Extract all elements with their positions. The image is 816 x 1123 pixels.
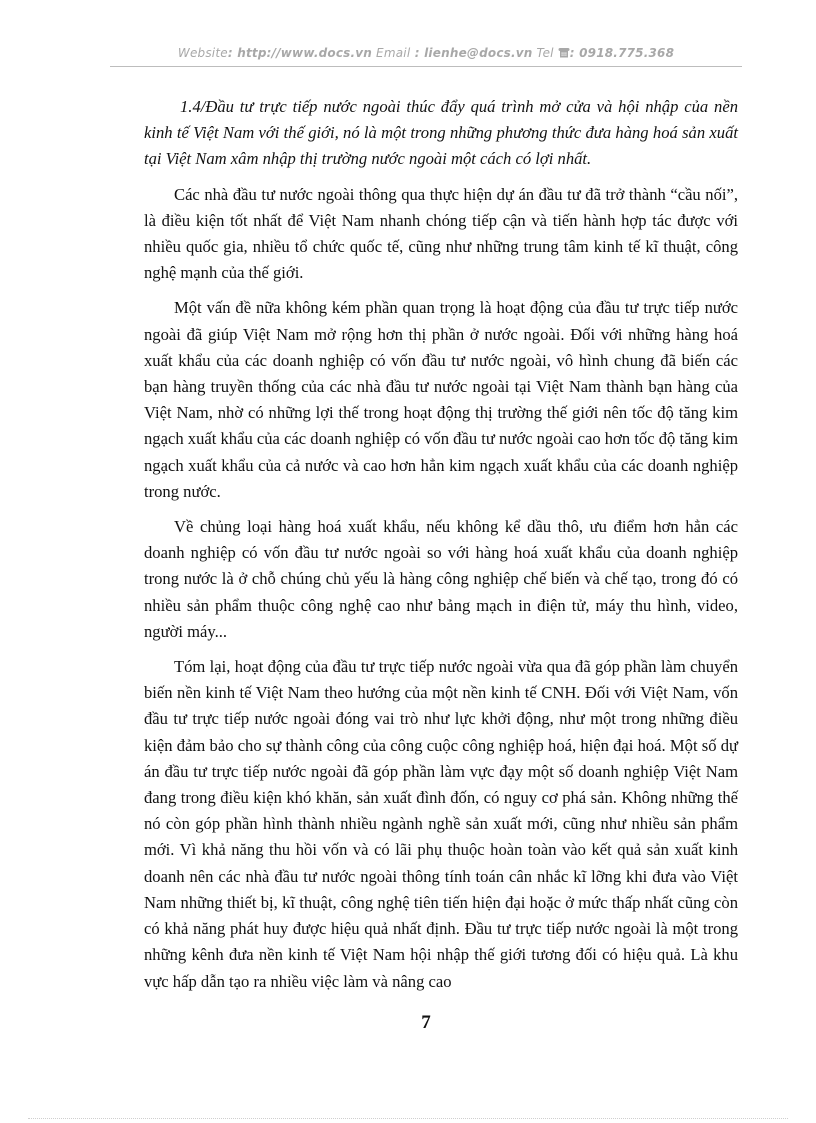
page-header: [110, 46, 742, 61]
website-url: : http://www.docs.vn: [227, 46, 373, 60]
body-paragraph: Tóm lại, hoạt động của đầu tư trực tiếp nước ngoài vừa qua đã góp phần làm chuyển biến nền kinh tế Việt Nam theo hướng của một nền kinh tế CNH. Đối với Việt Nam, vốn đầu tư trực tiếp nước ngoài đóng vai trò như lực khởi động, như một trong những điều kiện đảm bảo cho sự thành công của công cuộc công nghiệp hoá, hiện đại hoá. Một số dự án đầu tư trực tiếp nước ngoài đã góp phần làm vực đạy một số doanh nghiệp Việt Nam đang trong điều kiện khó khăn, sản xuất đình đốn, có nguy cơ phá sản. Không những thế nó còn góp phần hình thành nhiều ngành nghề sản xuất mới, cũng như nhiều sản phẩm mới. Vì khả năng thu hồi vốn và có lãi phụ thuộc hoàn toàn vào kết quả sản xuất kinh doanh nên các nhà đầu tư nước ngoài thông tính toán cân nhắc kĩ lỡng khi đưa vào Việt Nam những thiết bị, kĩ thuật, công nghệ tiên tiến hiện đại hoặc ở mức thấp nhất cũng còn có khả năng phát huy được hiệu quả nhất định. Đầu tư trực tiếp nước ngoài là một trong những kênh đưa nền kinh tế Việt Nam hội nhập thế giới tương đối có hiệu quả. Là khu vực hấp dẫn tạo ra nhiều việc làm và nâng cao: [144, 657, 738, 991]
website-label: Website: [177, 46, 228, 60]
tel-label: Tel: [532, 46, 554, 60]
document-body: [144, 94, 738, 1004]
intro-paragraph: 1.4/Đầu tư trực tiếp nước ngoài thúc đẩy quá trình mở cửa và hội nhập của nền kinh tế Việt Nam với thế giới, nó là một trong những phương thức đưa hàng hoá sản xuất tại Việt Nam xâm nhập thị trường nước ngoài một cách có lợi nhất.: [144, 97, 738, 169]
email-label: Email: [372, 46, 411, 60]
email-address: : lienhe@docs.vn: [410, 46, 533, 60]
body-paragraph: Một vấn đề nữa không kém phần quan trọng là hoạt động của đầu tư trực tiếp nước ngoài đã giúp Việt Nam mở rộng hơn thị phần ở nước ngoài. Đối với những hàng hoá xuất khẩu của các doanh nghiệp có vốn đầu tư nước ngoài, vô hình chung đã biến các bạn hàng truyền thống của các nhà đầu tư nước ngoài tại Việt Nam thành bạn hàng của Việt Nam, nhờ có những lợi thế trong hoạt động thị trường thế giới nên tốc độ tăng kim ngạch xuất khẩu của các doanh nghiệp có vốn đầu tư nước ngoài cao hơn tốc độ tăng kim ngạch xuất khẩu của cả nước và cao hơn hẳn kim ngạch xuất khẩu của các doanh nghiệp trong nước.: [144, 298, 739, 501]
phone-icon: [558, 47, 570, 61]
body-paragraph: Các nhà đầu tư nước ngoài thông qua thực hiện dự án đầu tư đã trở thành “cầu nối”, là điều kiện tốt nhất để Việt Nam nhanh chóng tiếp cận và tiến hành hợp tác được với nhiều quốc gia, nhiều tổ chức quốc tế, cũng như những trung tâm kinh tế kĩ thuật, công nghệ mạnh của thế giới.: [144, 184, 738, 283]
page-number: 7: [421, 1012, 431, 1033]
header-divider: [110, 66, 742, 67]
page-bottom-divider: [28, 1118, 788, 1119]
body-paragraph: Về chủng loại hàng hoá xuất khẩu, nếu không kể dầu thô, ưu điểm hơn hẳn các doanh nghiệp có vốn đầu tư nước ngoài so với hàng hoá xuất khẩu của doanh nghiệp trong nước là ở chỗ chúng chủ yếu là hàng công nghiệp chế biến và chế tạo, trong đó có nhiều sản phẩm thuộc công nghệ cao như bảng mạch in điện tử, máy thu hình, video, người máy...: [144, 517, 738, 641]
phone-number: : 0918.775.368: [569, 46, 675, 60]
